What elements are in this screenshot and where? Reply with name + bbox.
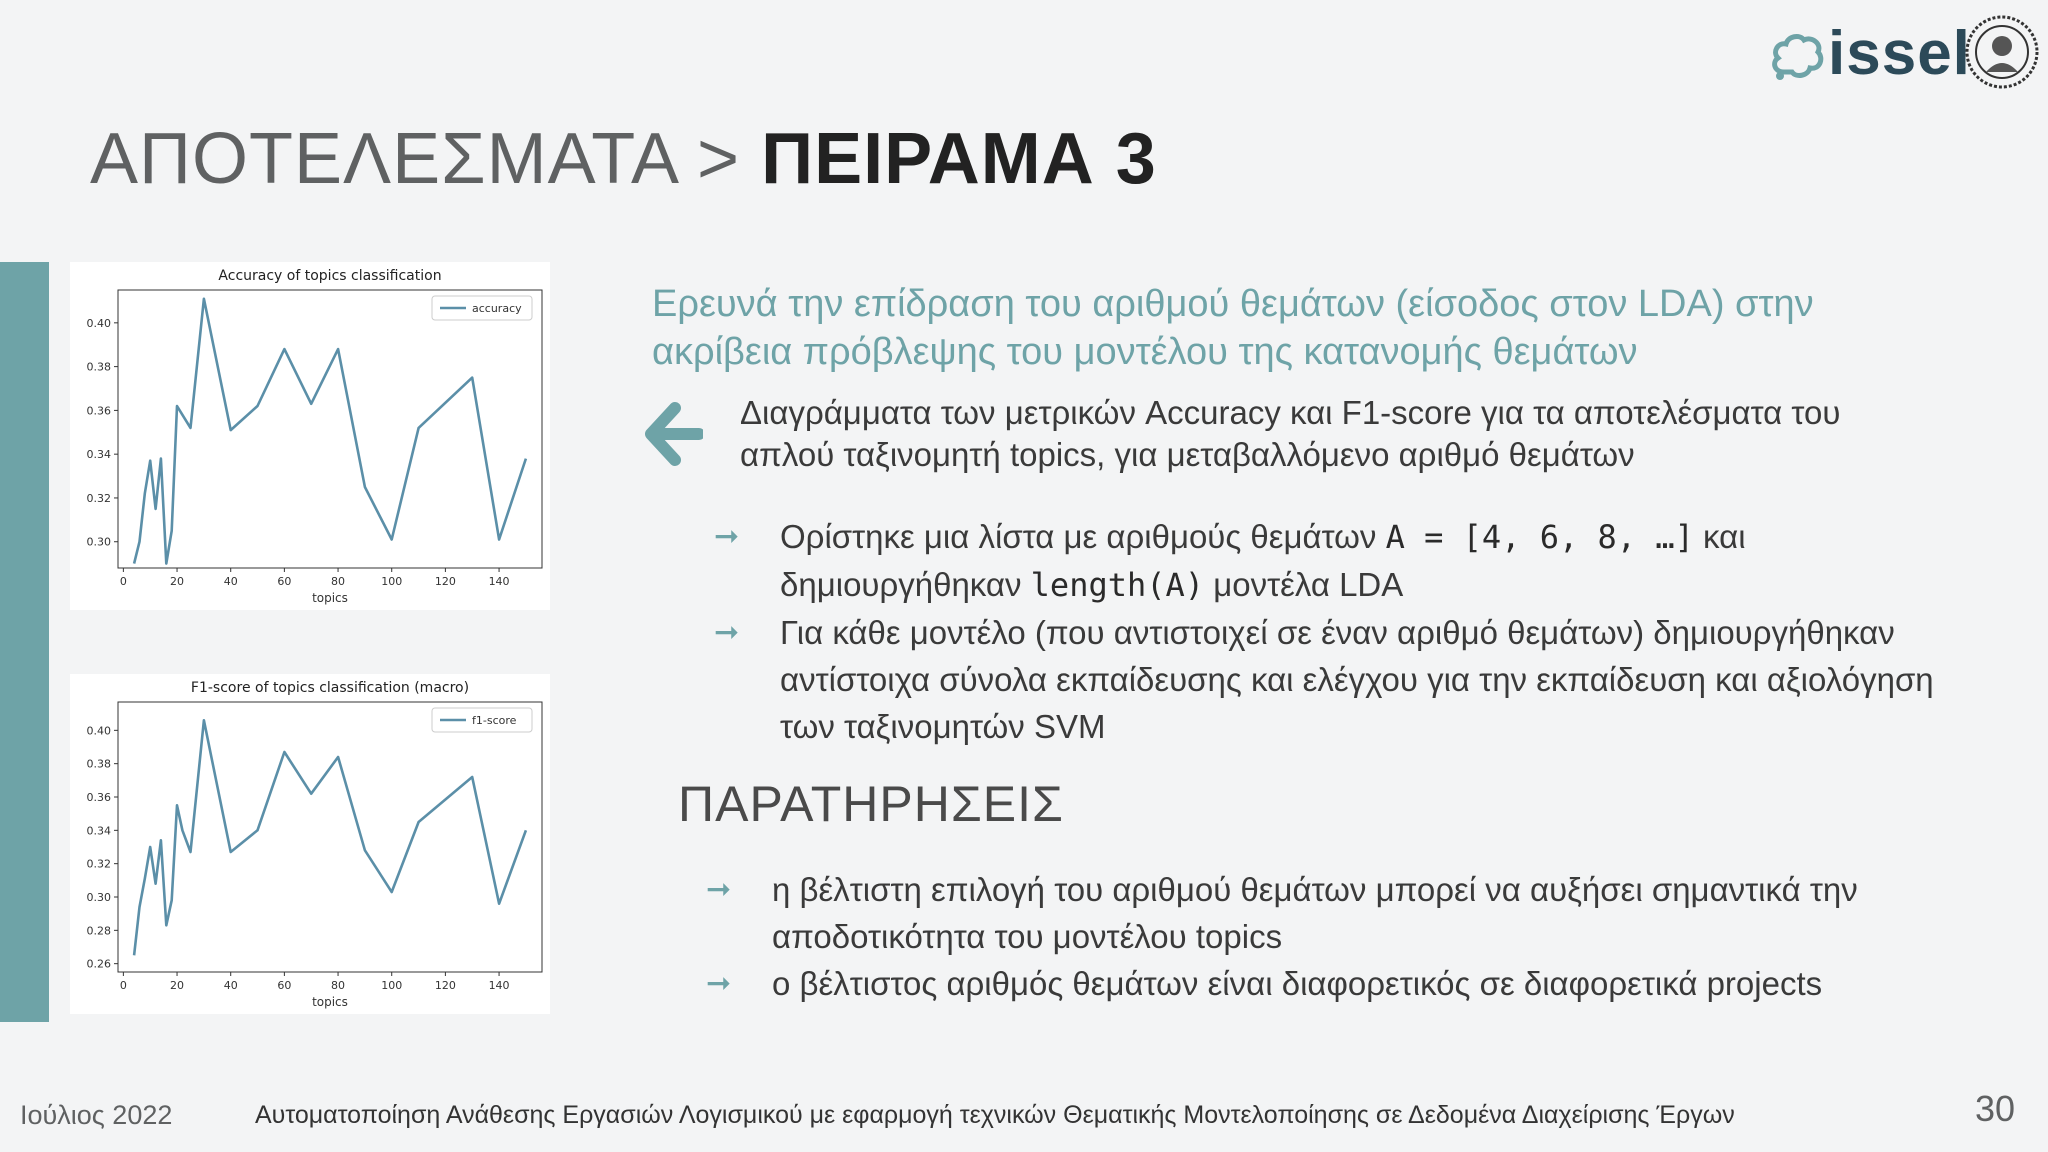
legend — [432, 708, 532, 732]
y-tick-label: 0.32 — [86, 491, 111, 505]
bullet-arrow-icon: ➞ — [714, 520, 740, 553]
charts-description: Διαγράμματα των μετρικών Accuracy και F1-score για τα αποτελέσματα του απλού ταξινομητή topics, για μεταβαλλόμενο αριθμό θεμάτων — [740, 394, 1841, 473]
page-title — [90, 118, 1157, 200]
x-tick-label: 20 — [170, 575, 185, 588]
chart-title: Accuracy of topics classification — [218, 268, 442, 284]
y-tick-label: 0.38 — [86, 360, 111, 374]
x-tick-label: 0 — [119, 979, 127, 992]
y-tick-label: 0.40 — [86, 724, 111, 738]
x-tick-label: 60 — [277, 979, 292, 992]
x-tick-label: 120 — [434, 979, 456, 992]
brain-icon — [1770, 32, 1826, 84]
x-tick-label: 80 — [331, 979, 346, 992]
bullet-arrow-icon: ➞ — [714, 616, 740, 649]
page-number: 30 — [1975, 1088, 2016, 1129]
x-tick-label: 60 — [277, 575, 292, 588]
list-item: ➞ ο βέλτιστος αριθμός θεμάτων είναι διαφορετικός σε διαφορετικά projects — [706, 960, 1956, 1007]
legend — [432, 296, 532, 320]
plot-frame — [118, 290, 542, 568]
y-tick-label: 0.32 — [86, 857, 111, 871]
breadcrumb-separator: > — [697, 119, 741, 199]
y-tick-label: 0.28 — [86, 924, 111, 938]
code-list-literal: A = [4, 6, 8, …] — [1385, 518, 1694, 556]
chart-title: F1-score of topics classification (macro) — [190, 680, 470, 696]
footer-title: Αυτοματοποίηση Ανάθεσης Εργασιών Λογισμικού με εφαρμογή τεχνικών Θεματικής Μοντελοποίησης σε Δεδομένα Διαχείρισης Έργων — [255, 1101, 1735, 1129]
y-tick-label: 0.36 — [86, 404, 111, 418]
x-axis-label: topics — [312, 995, 348, 1009]
x-tick-label: 100 — [381, 979, 403, 992]
f1-chart-svg — [70, 674, 550, 1014]
legend-label: accuracy — [472, 302, 522, 315]
bullet-arrow-icon: ➞ — [706, 873, 732, 906]
x-axis-label: topics — [312, 591, 348, 605]
y-tick-label: 0.34 — [86, 448, 111, 462]
accuracy-chart-svg — [70, 262, 550, 610]
issel-logo — [1770, 14, 2040, 94]
f1-chart — [70, 674, 550, 1014]
current-section: ΠΕΙΡΑΜΑ 3 — [761, 119, 1157, 199]
y-tick-label: 0.30 — [86, 891, 111, 904]
y-tick-label: 0.26 — [86, 957, 111, 971]
logo-text: issel — [1828, 19, 1971, 88]
arrow-left-icon — [645, 402, 703, 466]
observations-heading: ΠΑΡΑΤΗΡΗΣΕΙΣ — [678, 776, 1064, 832]
x-tick-label: 0 — [119, 575, 127, 588]
observations-list — [706, 866, 1956, 1007]
accent-bar — [0, 262, 49, 1022]
footer-date: Ιούλιος 2022 — [20, 1100, 173, 1130]
x-tick-label: 80 — [331, 575, 346, 588]
x-tick-label: 120 — [434, 575, 456, 588]
legend-label: f1-score — [472, 714, 517, 727]
intro-text: Ερευνά την επίδραση του αριθμού θεμάτων (είσοδος στον LDA) στην ακρίβεια πρόβλεψης του μοντέλου της κατανομής θεμάτων — [652, 283, 1814, 373]
x-tick-label: 100 — [381, 575, 403, 588]
code-length-expr: length(A) — [1030, 566, 1205, 604]
y-tick-label: 0.36 — [86, 791, 111, 804]
y-tick-label: 0.30 — [86, 535, 111, 549]
breadcrumb: ΑΠΟΤΕΛΕΣΜΑΤΑ — [90, 119, 676, 199]
y-tick-label: 0.38 — [86, 757, 111, 771]
method-list — [714, 513, 1964, 750]
x-tick-label: 40 — [223, 575, 238, 588]
x-tick-label: 20 — [170, 979, 185, 992]
y-tick-label: 0.40 — [86, 316, 111, 330]
x-tick-label: 140 — [488, 575, 510, 588]
bullet-arrow-icon: ➞ — [706, 967, 732, 1000]
x-tick-label: 140 — [488, 979, 510, 992]
list-item: ➞ η βέλτιστη επιλογή του αριθμού θεμάτων μπορεί να αυξήσει σημαντικά την αποδοτικότητα του μοντέλου topics — [706, 866, 1956, 960]
x-tick-label: 40 — [223, 979, 238, 992]
list-item: ➞ Ορίστηκε μια λίστα με αριθμούς θεμάτων A = [4, 6, 8, …] και δημιουργήθηκαν length(A) μοντέλα LDA — [714, 513, 1964, 609]
list-item: ➞ Για κάθε μοντέλο (που αντιστοιχεί σε έναν αριθμό θεμάτων) δημιουργήθηκαν αντίστοιχα σύνολα εκπαίδευσης και ελέγχου για την εκπαίδευση και αξιολόγηση των ταξινομητών SVM — [714, 609, 1964, 750]
university-seal-icon — [1964, 14, 2040, 90]
plot-frame — [118, 702, 542, 972]
accuracy-chart — [70, 262, 550, 610]
y-tick-label: 0.34 — [86, 824, 111, 838]
